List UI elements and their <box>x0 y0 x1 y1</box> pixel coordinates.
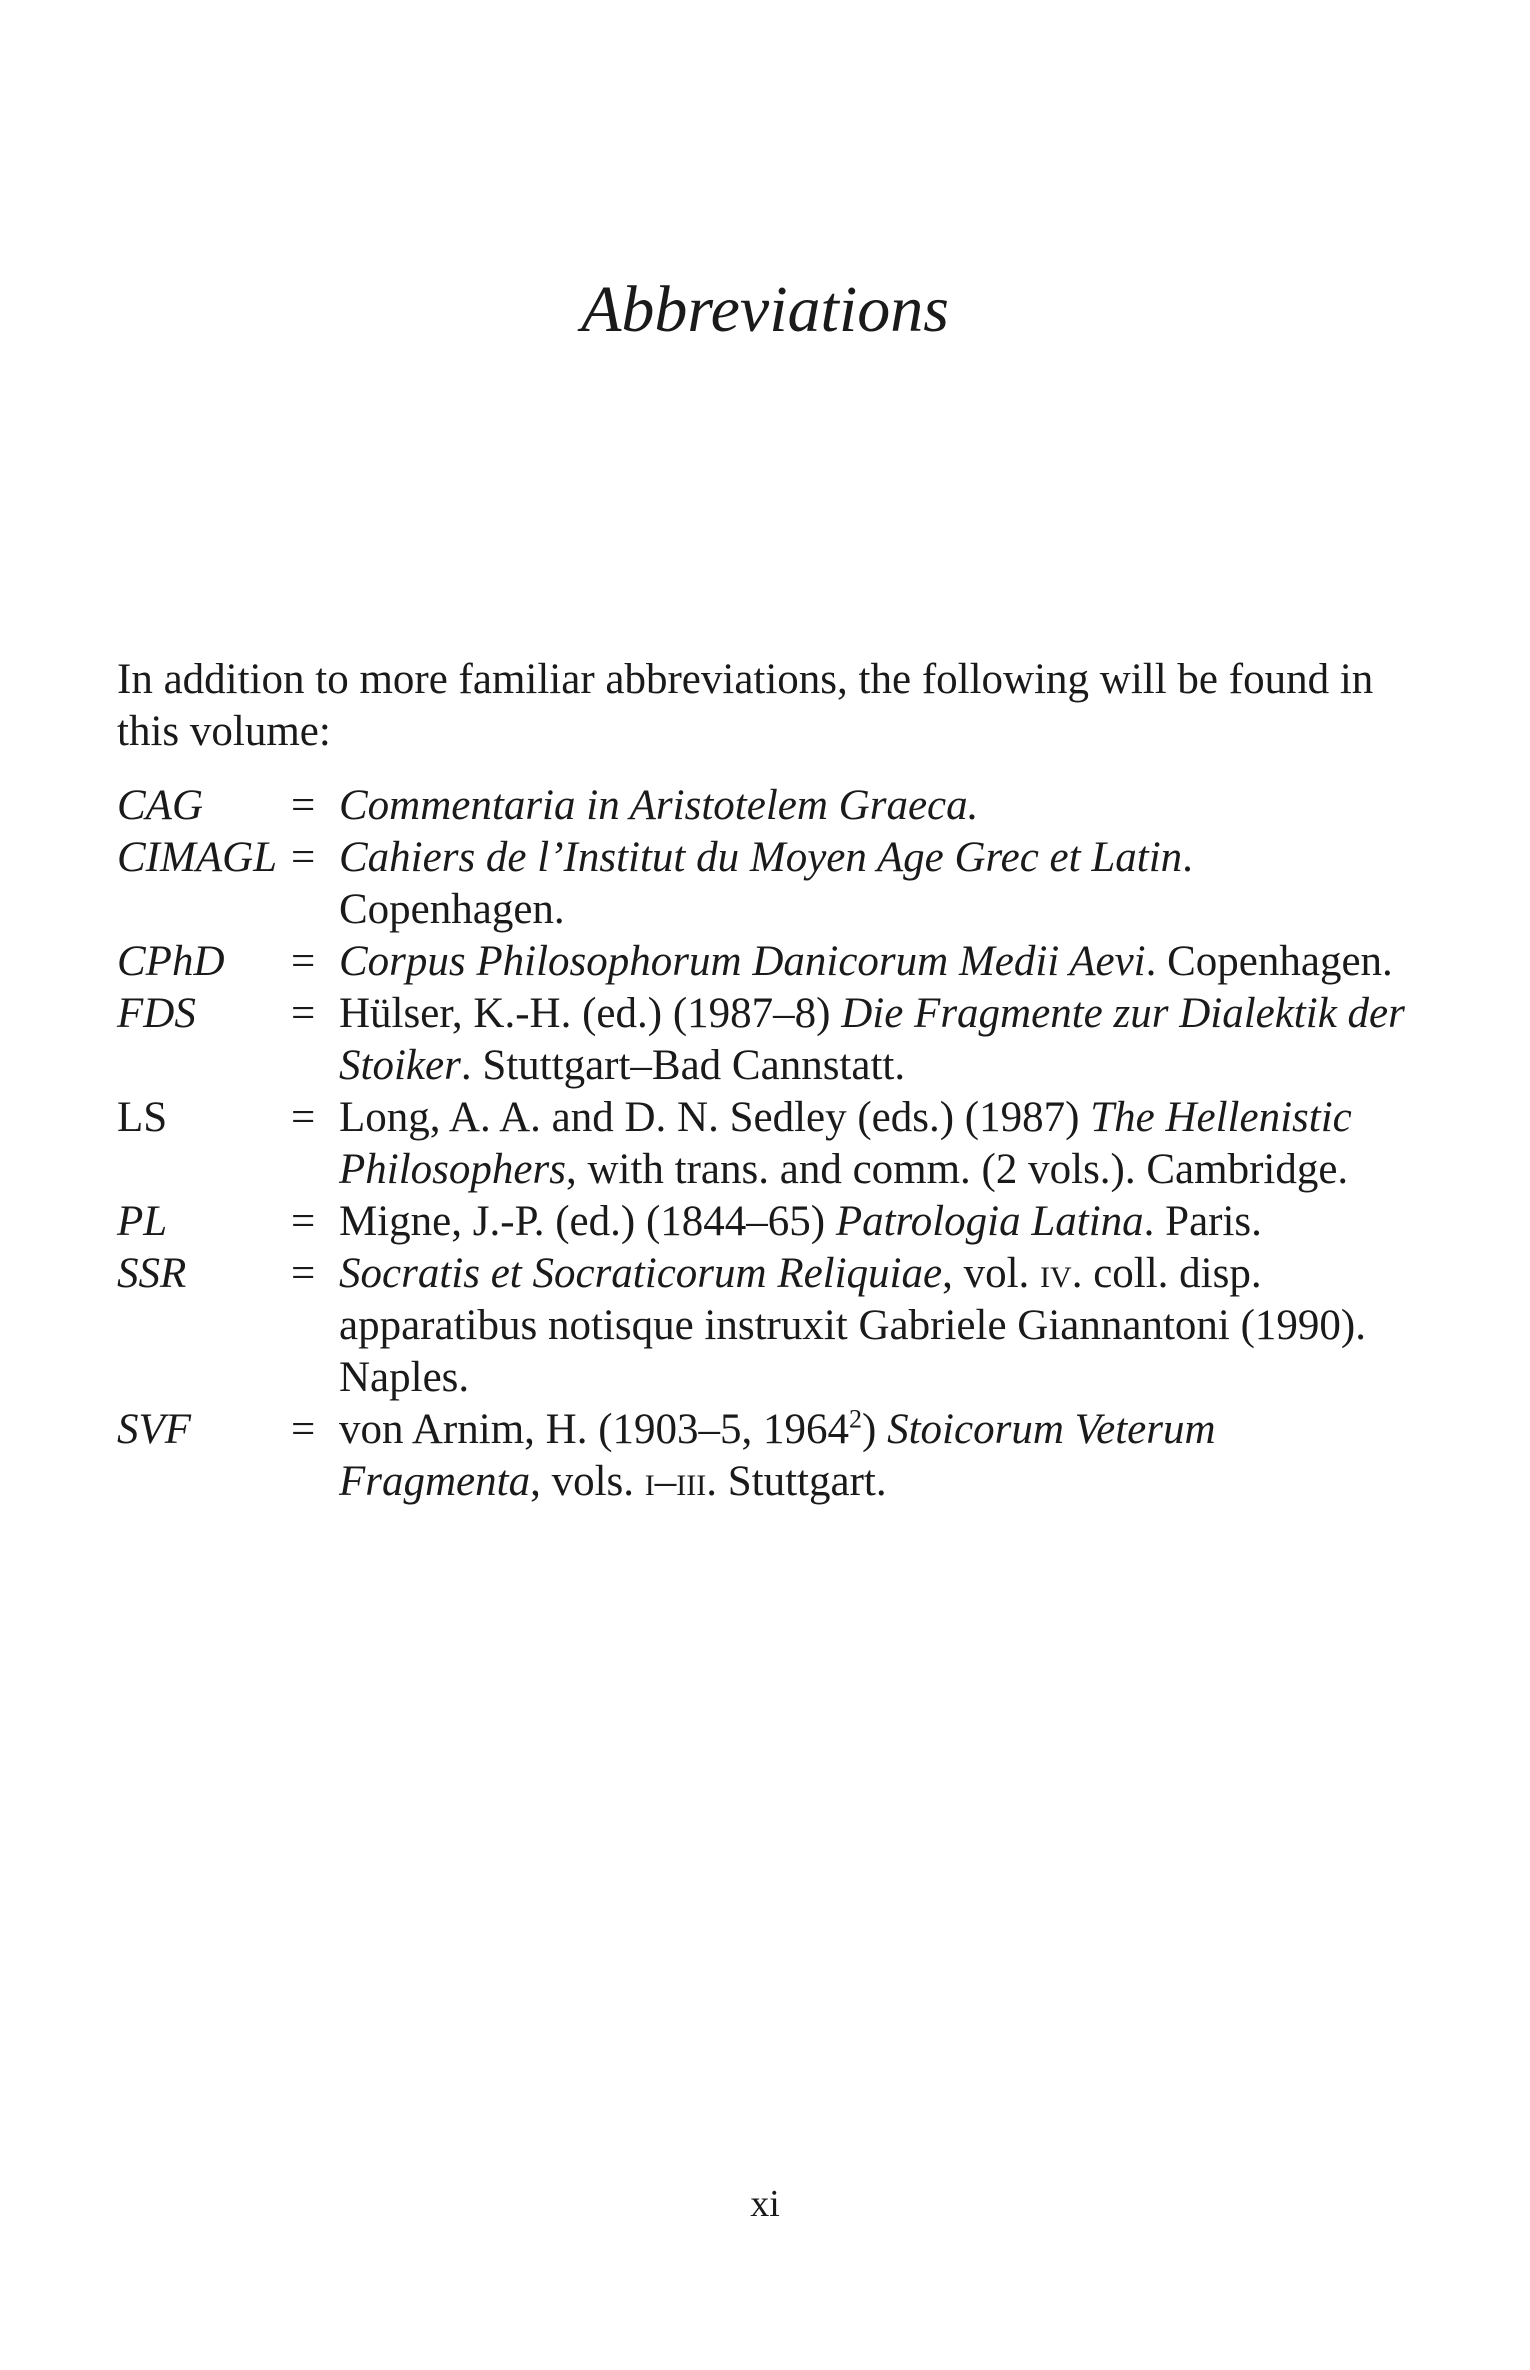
abbreviation-term: LS <box>117 1094 168 1141</box>
definition-segment: . Paris. <box>1143 1198 1262 1245</box>
definition-segment: Cahiers de l’Institut du Moyen Age Grec et Latin <box>339 834 1183 881</box>
definition-segment: iv <box>1040 1250 1072 1297</box>
definition-segment: Socratis et Socraticorum Reliquiae <box>339 1250 943 1297</box>
abbreviation-definition <box>339 1196 1417 1248</box>
definition-segment: von Arnim, H. (1903–5, 1964 <box>339 1406 850 1453</box>
abbreviation-entry <box>117 1092 1417 1196</box>
abbreviation-term: CAG <box>117 782 203 829</box>
abbreviation-definition <box>339 1248 1417 1404</box>
abbreviation-entry <box>117 1248 1417 1404</box>
abbreviation-definition <box>339 780 1417 832</box>
definition-segment: , vol. <box>942 1250 1041 1297</box>
definition-segment: Commentaria in Aristotelem Graeca. <box>339 782 979 829</box>
definition-segment: . Copenhagen. <box>339 834 1193 933</box>
definition-segment: , with trans. and comm. (2 vols.). Cambridge. <box>565 1146 1349 1193</box>
definition-segment: Patrologia Latina <box>835 1198 1144 1245</box>
abbreviation-entry <box>117 988 1417 1092</box>
definition-segment: Migne, J.-P. (ed.) (1844–65) <box>339 1198 836 1245</box>
abbreviation-definition <box>339 988 1417 1092</box>
abbreviation-term: FDS <box>117 990 196 1037</box>
definition-segment: i–iii <box>644 1458 707 1505</box>
abbreviation-term: CPhD <box>117 938 225 985</box>
definition-segment: Die Fragmente zur Dialektik der Stoiker <box>339 990 1405 1089</box>
abbreviation-definition <box>339 1404 1417 1508</box>
definition-segment: Hülser, K.-H. (ed.) (1987–8) <box>339 990 842 1037</box>
equals-sign: = <box>291 1250 316 1297</box>
page-number: xi <box>750 2183 780 2225</box>
abbreviation-entry <box>117 1196 1417 1248</box>
definition-segment: Long, A. A. and D. N. Sedley (eds.) (1987) <box>339 1094 1091 1141</box>
definition-segment: , vols. <box>530 1458 645 1505</box>
equals-sign: = <box>291 1198 316 1245</box>
equals-sign: = <box>291 938 316 985</box>
equals-sign: = <box>291 990 316 1037</box>
abbreviation-list <box>117 780 1417 1508</box>
definition-segment: . Stuttgart–Bad Cannstatt. <box>460 1042 906 1089</box>
definition-segment: Stoicorum Veterum Fragmenta <box>339 1406 1216 1505</box>
definition-segment: Corpus Philosophorum Danicorum Medii Aevi <box>339 938 1146 985</box>
definition-segment: . Stuttgart. <box>706 1458 887 1505</box>
equals-sign: = <box>291 834 316 881</box>
definition-segment: ) <box>862 1406 888 1453</box>
abbreviation-definition <box>339 1092 1417 1196</box>
page-title: Abbreviations <box>581 273 949 346</box>
definition-segment: . coll. disp. apparatibus notisque instruxit Gabriele Giannantoni (1990). Naples. <box>339 1250 1366 1401</box>
abbreviation-term: SVF <box>117 1406 192 1453</box>
equals-sign: = <box>291 1094 316 1141</box>
abbreviation-entry <box>117 936 1417 988</box>
abbreviation-term: CIMAGL <box>117 834 278 881</box>
equals-sign: = <box>291 1406 316 1453</box>
abbreviation-definition <box>339 832 1417 936</box>
abbreviation-entry <box>117 1404 1417 1508</box>
definition-segment: The Hellenistic Philosophers <box>339 1094 1352 1193</box>
abbreviation-term: PL <box>117 1198 168 1245</box>
intro-paragraph: In addition to more familiar abbreviations, the following will be found in this volume: <box>117 656 1374 755</box>
definition-segment: 2 <box>849 1404 863 1434</box>
abbreviation-definition <box>339 936 1417 988</box>
abbreviation-entry <box>117 780 1417 832</box>
definition-segment: . Copenhagen. <box>1145 938 1393 985</box>
equals-sign: = <box>291 782 316 829</box>
abbreviation-term: SSR <box>117 1250 187 1297</box>
abbreviation-entry <box>117 832 1417 936</box>
